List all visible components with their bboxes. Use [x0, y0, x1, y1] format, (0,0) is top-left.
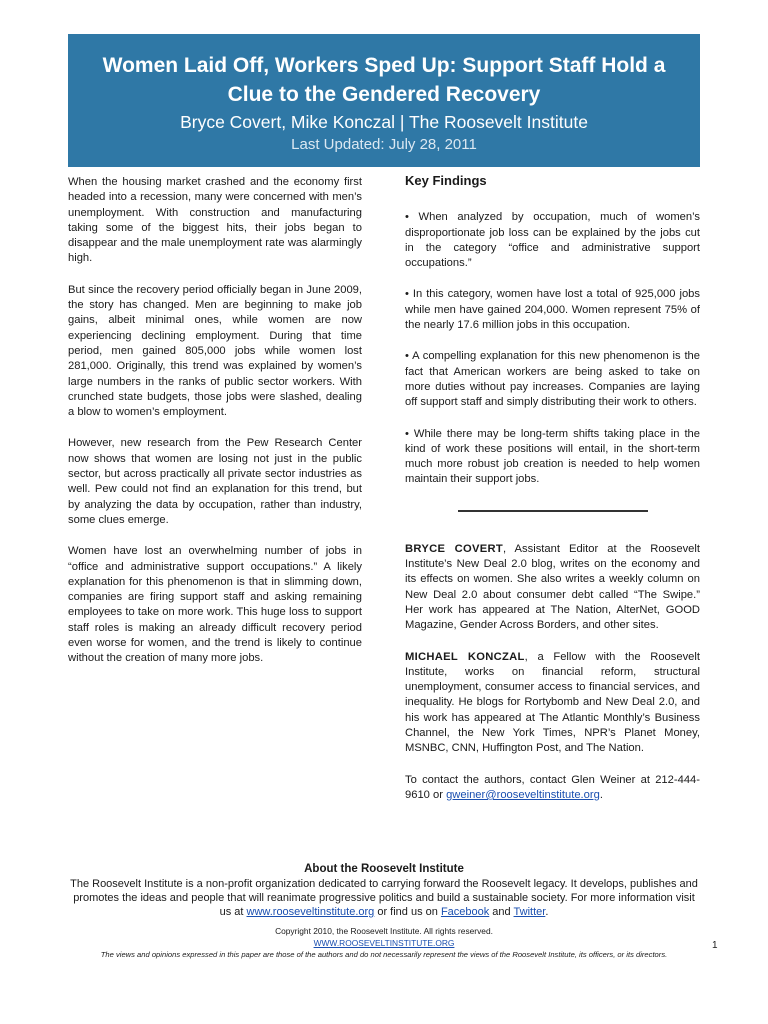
website-link[interactable]: www.rooseveltinstitute.org: [246, 906, 375, 918]
key-finding-item: • While there may be long-term shifts taking place in the kind of work these positions will entail, in the short-term much more robust job creation is needed to help women maintain their support jobs.: [405, 427, 700, 486]
bio-name: MICHAEL KONCZAL: [405, 650, 525, 663]
last-updated: Last Updated: July 28, 2011: [291, 136, 477, 153]
disclaimer: The views and opinions expressed in this paper are those of the authors and do not necessarily represent the views of the Roosevelt Institute, its officers, or its directors.: [100, 950, 668, 959]
author-bio-covert: [405, 542, 700, 634]
about-connector: or find us on: [374, 906, 441, 918]
author-bio-konczal: [405, 650, 700, 757]
document-title: Women Laid Off, Workers Sped Up: Support Staff Hold a Clue to the Gendered Recovery: [102, 54, 666, 106]
article-paragraph: When the housing market crashed and the economy first headed into a recession, many were concerned with men’s unemployment. With construction and manufacturing taking some of the biggest hits, their jobs began to disappear and the male unemployment rate was alarmingly high.: [68, 176, 362, 265]
bio-name: BRYCE COVERT: [405, 542, 504, 555]
title-banner: [68, 34, 700, 167]
contact-end: .: [599, 788, 603, 801]
copyright: Copyright 2010, the Roosevelt Institute. All rights reserved.: [275, 926, 493, 936]
bio-text: , Assistant Editor at the Roosevelt Institute’s New Deal 2.0 blog, writes on the economy and its effects on women. She also writes a weekly column on New Deal 2.0 about consumer debt called “The Swipe.” Her work has appeared at The Nation, AlterNet, GOOD Magazine, Gender Across Borders, and other sites.: [405, 542, 700, 632]
key-finding-item: • In this category, women have lost a total of 925,000 jobs while men have gained 204,000. Women represent 75% of the nearly 17.6 million jobs in this occupation.: [405, 288, 700, 332]
about-connector: and: [489, 906, 514, 918]
main-article-column: [68, 175, 362, 683]
bio-text: , a Fellow with the Roosevelt Institute, works on financial reform, structural unemployment, consumer access to financial services, and inequality. He blogs for Rortybomb and New Deal 2.0, and his work has appeared at The Atlantic Monthly’s Business Channel, the New York Times, NPR’s Planet Money, MSNBC, CNN, Huffington Post, and The Nation.: [405, 650, 700, 755]
key-finding-item: • When analyzed by occupation, much of women’s disproportionate job loss can be explained by the jobs cut in the category “office and administrative support occupations.”: [405, 211, 700, 270]
page-footer: [30, 926, 738, 961]
facebook-link[interactable]: Facebook: [440, 906, 490, 918]
about-heading: About the Roosevelt Institute: [304, 863, 464, 875]
page-number: 1: [712, 940, 718, 951]
about-text: [68, 877, 700, 919]
footer-url-link[interactable]: WWW.ROOSEVELTINSTITUTE.ORG: [313, 937, 455, 948]
about-body: The Roosevelt Institute is a non-profit organization dedicated to carrying forward the Roosevelt legacy. It develops, publishes and promotes the ideas and people that will reanimate progressive politics and build a sustainable society. For more information visit us at: [70, 878, 698, 918]
twitter-link[interactable]: Twitter: [513, 906, 546, 918]
article-paragraph: But since the recovery period officially began in June 2009, the story has changed. Men are beginning to make job gains, albeit minimal ones, while women are now experiencing declining employment. During that time period, men gained 805,000 jobs while women lost 281,000. Originally, this trend was explained by women’s large numbers in the ranks of public sector workers. With crunched state budgets, those jobs were slashed, dealing a blow to women’s employment.: [68, 283, 362, 419]
key-findings-heading: Key Findings: [405, 173, 487, 188]
contact-email-link[interactable]: gweiner@rooseveltinstitute.org: [446, 788, 600, 801]
about-section: [68, 862, 700, 919]
section-divider: [458, 510, 648, 512]
contact-info: [405, 773, 700, 804]
article-paragraph: Women have lost an overwhelming number of jobs in “office and administrative support occupations.” A likely explanation for this phenomenon is that in slimming down, companies are firing support staff and asking remaining employees to take on more work. This huge loss to support staff roles is making an already difficult recovery period even worse for women, and the trend is likely to continue without the creation of many more jobs.: [68, 545, 362, 665]
article-paragraph: However, new research from the Pew Research Center now shows that women are losing not just in the public sector, but across practically all private sector industries as well. Pew could not find an explanation for this trend, but by analyzing the data by occupation, rather than industry, some clues emerge.: [68, 437, 362, 526]
key-finding-item: • A compelling explanation for this new phenomenon is the fact that American workers are being asked to take on more duties without pay increases. Companies are laying off support staff and simply distributing their work to others.: [405, 350, 700, 409]
sidebar-column: [405, 173, 700, 819]
contact-text: To contact the authors, contact Glen Weiner at 212-444-9610 or: [405, 773, 700, 801]
author-line: Bryce Covert, Mike Konczal | The Roosevelt Institute: [180, 112, 588, 132]
about-end: .: [545, 906, 549, 918]
